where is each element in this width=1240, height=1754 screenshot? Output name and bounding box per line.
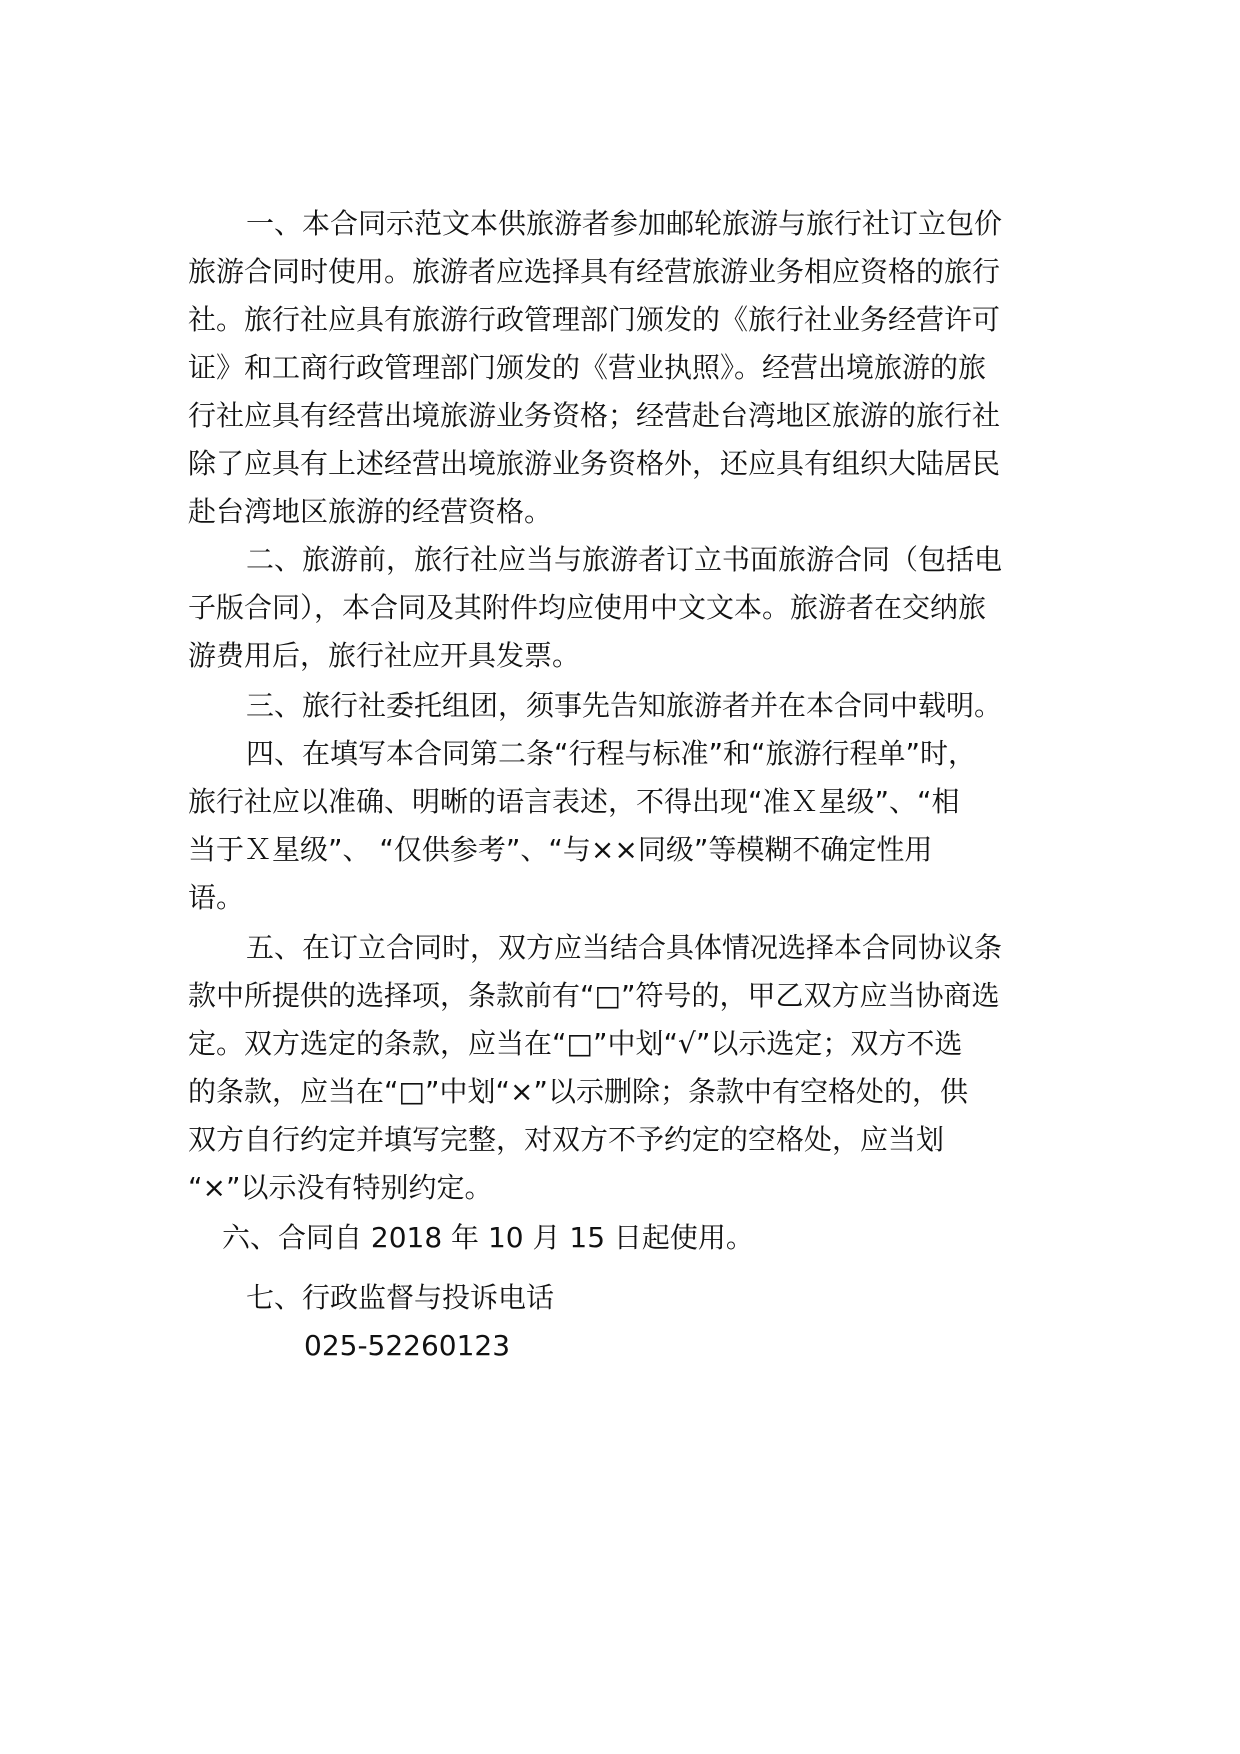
item-2-line-3: 游费用后，旅行社应开具发票。	[188, 639, 581, 672]
item-1-line-3: 社。旅行社应具有旅游行政管理部门颁发的《旅行社业务经营许可	[188, 303, 1001, 336]
item-4-line-1: 四、在填写本合同第二条“行程与标准”和“旅游行程单”时，	[246, 737, 977, 770]
item-1-line-5: 行社应具有经营出境旅游业务资格；经营赴台湾地区旅游的旅行社	[188, 399, 1001, 432]
item-1-line-1: 一、本合同示范文本供旅游者参加邮轮旅游与旅行社订立包价	[246, 207, 1003, 240]
item-3-line-1: 三、旅行社委托组团，须事先告知旅游者并在本合同中载明。	[246, 689, 1003, 722]
item-1-line-7: 赴台湾地区旅游的经营资格。	[188, 495, 553, 528]
complaint-phone-number: 025-52260123	[304, 1329, 511, 1362]
item-1-line-2: 旅游合同时使用。旅游者应选择具有经营旅游业务相应资格的旅行	[188, 255, 1001, 288]
item-5-line-6: “×”以示没有特别约定。	[188, 1171, 493, 1204]
item-5-line-3: 定。双方选定的条款，应当在“□”中划“√”以示选定；双方不选	[188, 1027, 963, 1060]
item-5-line-1: 五、在订立合同时，双方应当结合具体情况选择本合同协议条	[246, 931, 1003, 964]
item-1-line-4: 证》和工商行政管理部门颁发的《营业执照》。经营出境旅游的旅	[188, 351, 987, 384]
item-2-line-2: 子版合同），本合同及其附件均应使用中文文本。旅游者在交纳旅	[188, 591, 987, 624]
item-2-line-1: 二、旅游前，旅行社应当与旅游者订立书面旅游合同（包括电	[246, 543, 1003, 576]
item-4-line-2: 旅行社应以准确、明晰的语言表述，不得出现“准Ｘ星级”、“相	[188, 785, 960, 818]
item-5-line-4: 的条款，应当在“□”中划“×”以示删除；条款中有空格处的，供	[188, 1075, 968, 1108]
item-4-line-4: 语。	[188, 881, 245, 914]
item-5-line-5: 双方自行约定并填写完整，对双方不予约定的空格处，应当划	[188, 1123, 945, 1156]
item-6-line-1: 六、合同自 2018 年 10 月 15 日起使用。	[222, 1221, 754, 1254]
item-1-line-6: 除了应具有上述经营出境旅游业务资格外，还应具有组织大陆居民	[188, 447, 1001, 480]
item-7-line-1: 七、行政监督与投诉电话	[246, 1281, 555, 1314]
item-4-line-3: 当于Ｘ星级”、 “仅供参考”、“与××同级”等模糊不确定性用	[188, 833, 933, 866]
item-5-line-2: 款中所提供的选择项，条款前有“□”符号的，甲乙双方应当协商选	[188, 979, 1000, 1012]
